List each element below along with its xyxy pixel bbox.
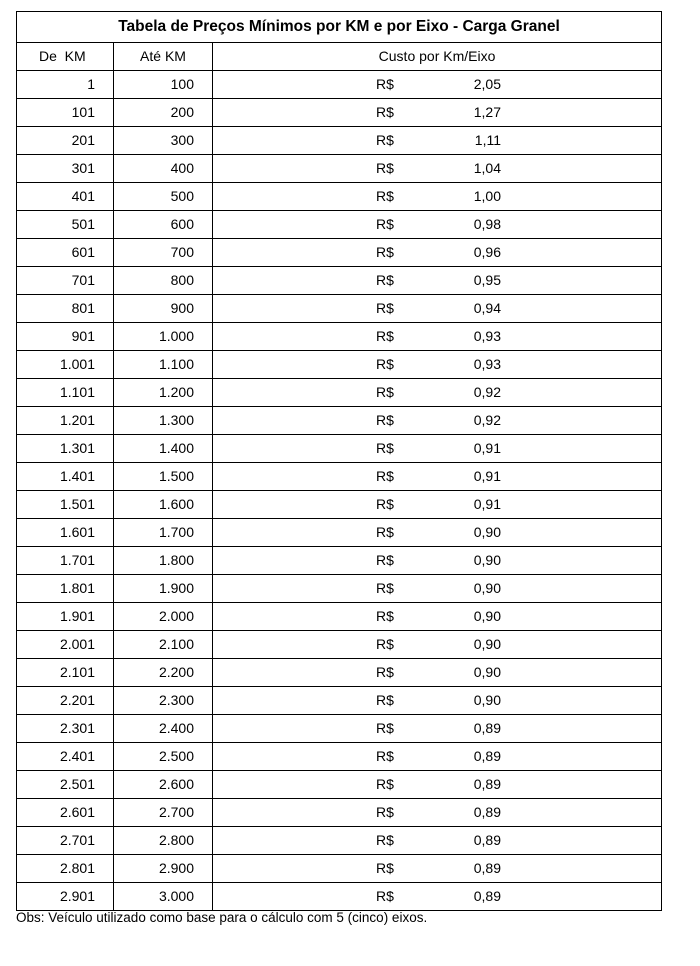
cell-cost <box>213 407 662 435</box>
cell-to-km: 2.500 <box>114 743 213 771</box>
cost-value: 0,89 <box>473 860 501 876</box>
table-row <box>17 407 662 435</box>
cost-value: 1,00 <box>473 188 501 204</box>
currency-symbol: R$ <box>376 496 394 512</box>
cost-value: 1,11 <box>474 132 501 148</box>
cell-to-km: 1.100 <box>114 351 213 379</box>
cost-value: 0,90 <box>473 692 501 708</box>
table-row <box>17 127 662 155</box>
cell-cost <box>213 799 662 827</box>
cell-to-km: 900 <box>114 295 213 323</box>
cell-from-km: 1.201 <box>17 407 114 435</box>
cost-value: 0,95 <box>473 272 501 288</box>
currency-symbol: R$ <box>376 104 394 120</box>
cell-to-km: 1.500 <box>114 463 213 491</box>
table-row <box>17 267 662 295</box>
currency-symbol: R$ <box>376 636 394 652</box>
cell-from-km: 801 <box>17 295 114 323</box>
cost-value: 0,89 <box>473 776 501 792</box>
cell-to-km: 1.300 <box>114 407 213 435</box>
cell-from-km: 2.201 <box>17 687 114 715</box>
table-row <box>17 211 662 239</box>
table-row <box>17 295 662 323</box>
cell-cost <box>213 603 662 631</box>
table-row <box>17 379 662 407</box>
cell-cost <box>213 323 662 351</box>
cell-to-km: 2.700 <box>114 799 213 827</box>
currency-symbol: R$ <box>376 804 394 820</box>
cell-cost <box>213 71 662 99</box>
cell-cost <box>213 435 662 463</box>
cell-to-km: 3.000 <box>114 883 213 911</box>
cell-to-km: 1.800 <box>114 547 213 575</box>
cell-from-km: 1.301 <box>17 435 114 463</box>
column-header-from-km: De KM <box>17 43 114 71</box>
currency-symbol: R$ <box>376 468 394 484</box>
cell-to-km: 2.400 <box>114 715 213 743</box>
cell-to-km: 300 <box>114 127 213 155</box>
cell-cost <box>213 575 662 603</box>
cell-cost <box>213 155 662 183</box>
cell-cost <box>213 771 662 799</box>
currency-symbol: R$ <box>376 664 394 680</box>
cell-from-km: 1.101 <box>17 379 114 407</box>
table-title: Tabela de Preços Mínimos por KM e por Eixo - Carga Granel <box>17 12 662 43</box>
cell-cost <box>213 463 662 491</box>
table-row <box>17 71 662 99</box>
table-row <box>17 435 662 463</box>
currency-symbol: R$ <box>376 244 394 260</box>
cost-value: 0,89 <box>473 804 501 820</box>
table-row <box>17 631 662 659</box>
currency-symbol: R$ <box>376 888 394 904</box>
cell-from-km: 701 <box>17 267 114 295</box>
cell-to-km: 2.800 <box>114 827 213 855</box>
cell-from-km: 2.601 <box>17 799 114 827</box>
cell-from-km: 601 <box>17 239 114 267</box>
cell-from-km: 2.501 <box>17 771 114 799</box>
cell-cost <box>213 883 662 911</box>
cell-cost <box>213 351 662 379</box>
cell-from-km: 101 <box>17 99 114 127</box>
cell-from-km: 501 <box>17 211 114 239</box>
cell-to-km: 1.200 <box>114 379 213 407</box>
currency-symbol: R$ <box>376 216 394 232</box>
cell-from-km: 901 <box>17 323 114 351</box>
currency-symbol: R$ <box>376 356 394 372</box>
currency-symbol: R$ <box>376 440 394 456</box>
cell-to-km: 700 <box>114 239 213 267</box>
cost-value: 0,90 <box>473 608 501 624</box>
table-row <box>17 827 662 855</box>
cost-value: 0,89 <box>473 720 501 736</box>
cost-value: 0,92 <box>473 412 501 428</box>
cell-cost <box>213 855 662 883</box>
cell-from-km: 1.801 <box>17 575 114 603</box>
cost-value: 0,89 <box>473 888 501 904</box>
cell-cost <box>213 295 662 323</box>
cost-value: 0,90 <box>473 524 501 540</box>
cell-from-km: 301 <box>17 155 114 183</box>
cell-cost <box>213 379 662 407</box>
table-row <box>17 715 662 743</box>
column-header-cost: Custo por Km/Eixo <box>213 43 662 71</box>
cell-from-km: 1 <box>17 71 114 99</box>
cell-from-km: 201 <box>17 127 114 155</box>
cell-cost <box>213 183 662 211</box>
currency-symbol: R$ <box>376 580 394 596</box>
cell-cost <box>213 659 662 687</box>
cell-from-km: 2.301 <box>17 715 114 743</box>
cell-cost <box>213 127 662 155</box>
cost-value: 0,96 <box>473 244 501 260</box>
cost-value: 0,98 <box>473 216 501 232</box>
table-row <box>17 659 662 687</box>
table-row <box>17 771 662 799</box>
cost-value: 1,27 <box>473 104 501 120</box>
cell-cost <box>213 743 662 771</box>
cell-from-km: 2.801 <box>17 855 114 883</box>
footnote: Obs: Veículo utilizado como base para o cálculo com 5 (cinco) eixos. <box>16 910 428 925</box>
currency-symbol: R$ <box>376 720 394 736</box>
table-body <box>17 71 662 911</box>
table-row <box>17 799 662 827</box>
table-row <box>17 547 662 575</box>
currency-symbol: R$ <box>376 748 394 764</box>
table-row <box>17 743 662 771</box>
currency-symbol: R$ <box>376 608 394 624</box>
cost-value: 0,92 <box>473 384 501 400</box>
table-row <box>17 491 662 519</box>
cell-cost <box>213 211 662 239</box>
currency-symbol: R$ <box>376 328 394 344</box>
cell-to-km: 2.200 <box>114 659 213 687</box>
cell-cost <box>213 631 662 659</box>
cost-value: 0,89 <box>473 748 501 764</box>
currency-symbol: R$ <box>376 188 394 204</box>
cost-value: 0,91 <box>473 440 501 456</box>
cell-cost <box>213 547 662 575</box>
cell-from-km: 2.401 <box>17 743 114 771</box>
cell-cost <box>213 519 662 547</box>
cell-to-km: 1.000 <box>114 323 213 351</box>
table-row <box>17 855 662 883</box>
currency-symbol: R$ <box>376 412 394 428</box>
cell-to-km: 800 <box>114 267 213 295</box>
cell-to-km: 2.600 <box>114 771 213 799</box>
cell-to-km: 1.400 <box>114 435 213 463</box>
cell-from-km: 2.901 <box>17 883 114 911</box>
table-row <box>17 323 662 351</box>
currency-symbol: R$ <box>376 132 394 148</box>
cell-cost <box>213 491 662 519</box>
cost-value: 0,90 <box>473 636 501 652</box>
cost-value: 0,90 <box>473 552 501 568</box>
cost-value: 0,89 <box>473 832 501 848</box>
table-row <box>17 883 662 911</box>
currency-symbol: R$ <box>376 272 394 288</box>
cell-cost <box>213 99 662 127</box>
cell-cost <box>213 715 662 743</box>
table-title-row <box>17 12 662 43</box>
cell-from-km: 1.701 <box>17 547 114 575</box>
cell-to-km: 1.600 <box>114 491 213 519</box>
cell-to-km: 600 <box>114 211 213 239</box>
cost-value: 0,93 <box>473 356 501 372</box>
cell-to-km: 1.700 <box>114 519 213 547</box>
currency-symbol: R$ <box>376 692 394 708</box>
currency-symbol: R$ <box>376 76 394 92</box>
cost-value: 0,91 <box>473 468 501 484</box>
cell-from-km: 1.601 <box>17 519 114 547</box>
currency-symbol: R$ <box>376 300 394 316</box>
table-row <box>17 239 662 267</box>
table-row <box>17 463 662 491</box>
cell-cost <box>213 687 662 715</box>
currency-symbol: R$ <box>376 384 394 400</box>
cost-value: 0,93 <box>473 328 501 344</box>
cell-from-km: 2.101 <box>17 659 114 687</box>
cell-from-km: 1.401 <box>17 463 114 491</box>
table-row <box>17 575 662 603</box>
cost-value: 0,94 <box>473 300 501 316</box>
cell-from-km: 2.701 <box>17 827 114 855</box>
cell-to-km: 200 <box>114 99 213 127</box>
cell-to-km: 2.300 <box>114 687 213 715</box>
cell-to-km: 2.900 <box>114 855 213 883</box>
cell-to-km: 2.000 <box>114 603 213 631</box>
price-table <box>16 11 662 911</box>
cell-to-km: 400 <box>114 155 213 183</box>
cell-cost <box>213 267 662 295</box>
table-row <box>17 603 662 631</box>
cost-value: 2,05 <box>473 76 501 92</box>
cell-cost <box>213 239 662 267</box>
currency-symbol: R$ <box>376 524 394 540</box>
table-row <box>17 687 662 715</box>
currency-symbol: R$ <box>376 860 394 876</box>
currency-symbol: R$ <box>376 552 394 568</box>
currency-symbol: R$ <box>376 160 394 176</box>
cell-from-km: 2.001 <box>17 631 114 659</box>
table-row <box>17 183 662 211</box>
cell-to-km: 2.100 <box>114 631 213 659</box>
cost-value: 0,90 <box>473 580 501 596</box>
table-row <box>17 99 662 127</box>
table-row <box>17 351 662 379</box>
cell-to-km: 100 <box>114 71 213 99</box>
column-header-to-km: Até KM <box>114 43 213 71</box>
cost-value: 0,90 <box>473 664 501 680</box>
cost-value: 0,91 <box>473 496 501 512</box>
cell-from-km: 1.501 <box>17 491 114 519</box>
table-header-row <box>17 43 662 71</box>
cell-from-km: 1.001 <box>17 351 114 379</box>
currency-symbol: R$ <box>376 776 394 792</box>
cell-from-km: 401 <box>17 183 114 211</box>
cost-value: 1,04 <box>473 160 501 176</box>
cell-cost <box>213 827 662 855</box>
table-row <box>17 519 662 547</box>
cell-to-km: 500 <box>114 183 213 211</box>
table-row <box>17 155 662 183</box>
currency-symbol: R$ <box>376 832 394 848</box>
cell-from-km: 1.901 <box>17 603 114 631</box>
cell-to-km: 1.900 <box>114 575 213 603</box>
